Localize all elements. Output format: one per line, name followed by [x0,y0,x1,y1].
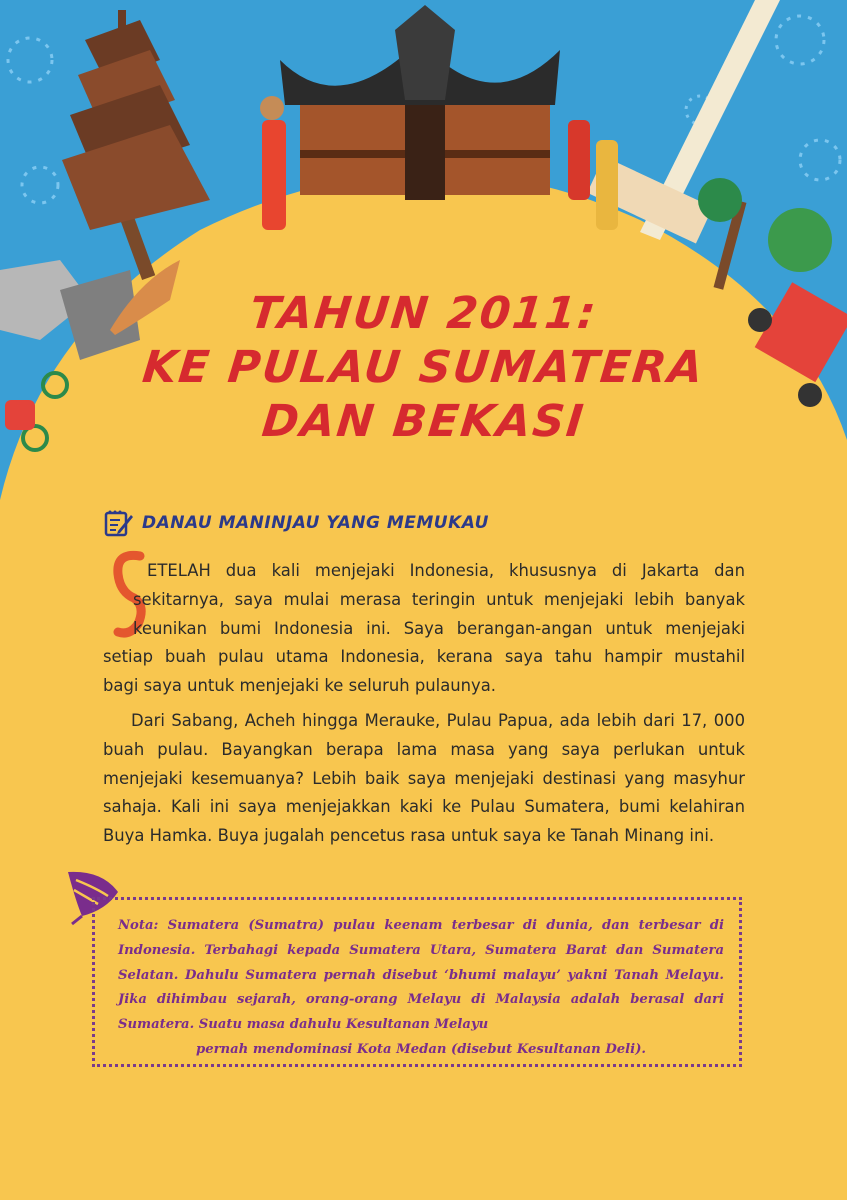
section-heading [104,508,489,538]
svg-text:S: S [108,548,109,549]
note-body: Nota: Sumatera (Sumatra) pulau keenam terbesar di dunia, dan terbesar di Indonesia. Terbahagi kepada Sumatera Utara, Sumatera Barat dan Sumatera Selatan. Dahulu Sumatera pernah disebut ‘bhumi malayu’ yakni Tanah Melayu. Jika dihimbau sejarah, orang-orang Melayu di Malaysia adalah berasal dari Sumatera. Suatu masa dahulu Kesultanan Melayu [118,918,724,1033]
chapter-title-line1: TAHUN 2011: [247,288,600,339]
paragraph-1 [103,557,745,701]
notepad-pencil-icon [104,509,134,537]
paragraph-1-line-5: bagi saya untuk menjejaki ke seluruh pulaunya. [103,676,496,696]
note-last-line: pernah mendominasi Kota Medan (disebut Kesultanan Deli). [195,1041,647,1057]
paragraph-2: Dari Sabang, Acheh hingga Merauke, Pulau Papua, ada lebih dari 17, 000 buah pulau. Bayangkan berapa lama masa yang saya perlukan untuk menjejaki kesemuanya? Lebih baik saya menjejaki destinasi yang masyhur sahaja. Kali ini saya menjejakkan kaki ke Pulau Sumatera, bumi kelahiran Buya Hamka. Buya jugalah pencetus rasa untuk saya ke Tanah Minang ini. [103,711,745,846]
chapter-title-line3: DAN BEKASI [259,396,588,447]
paragraph-1-line-1: ETELAH dua kali menjejaki Indonesia, khususnya di Jakarta dan [147,561,745,580]
note-text [118,914,724,1063]
chapter-title-line2: KE PULAU SUMATERA [140,342,708,393]
paragraph-1-line-2: sekitarnya, saya mulai merasa teringin untuk menjejaki lebih banyak [133,589,745,609]
section-heading-text: DANAU MANINJAU YANG MEMUKAU [142,513,489,533]
paragraph-1-line-4: setiap buah pulau utama Indonesia, kerana saya tahu hampir mustahil [103,647,745,667]
paragraph-1-line-3: keunikan bumi Indonesia ini. Saya berangan-angan untuk menjejaki [133,618,745,638]
